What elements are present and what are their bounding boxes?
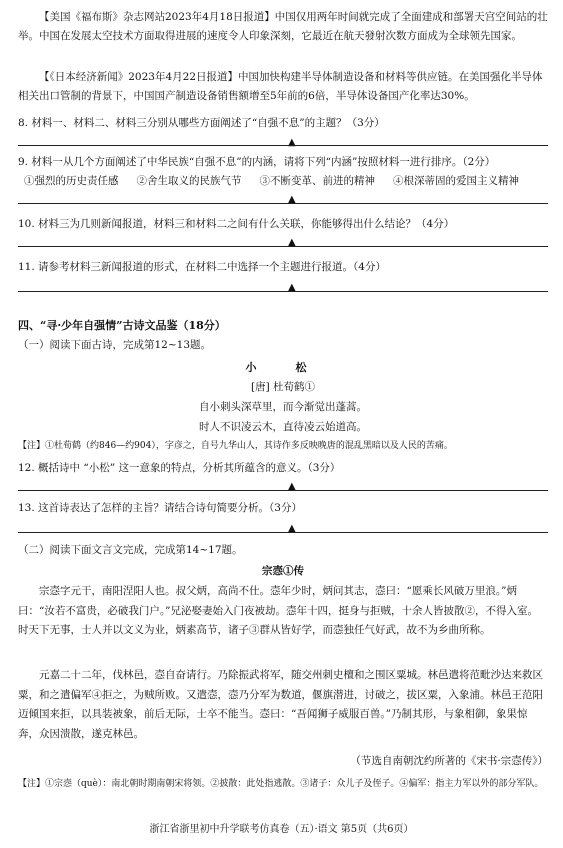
option-2: ②舍生取义的民族气节 (136, 175, 242, 187)
question-10: 10. 材料三为几则新闻报道，材料三和材料二之间有什么关联，你能够得出什么结论？（4分） (18, 218, 455, 230)
poem-author: [唐] 杜荀鹤① (250, 381, 316, 393)
answer-mark-8: ▲ (288, 137, 296, 148)
answer-line-9[interactable] (18, 203, 548, 204)
question-9-options (24, 172, 554, 191)
poem-line-1: 自小刺头深草里，而今渐觉出蓬蒿。 (199, 401, 367, 413)
answer-line-11[interactable] (18, 291, 548, 292)
prose-source: （节选自南朝沈约所著的《宋书·宗悫传》） (350, 755, 548, 767)
section-4-part-2: （二）阅读下面文言文完成，完成第14~17题。 (18, 544, 243, 556)
prose-note: 【注】①宗悫（què）：南北朝时期南朝宋将领。②披散：此处指逃散。③诸子：众儿子及侄子。④偏军：指主力军以外的部分军队。 (18, 779, 544, 789)
news-paragraph-2: 【《日本经济新闻》2023年4月22日报道】中国加快构建半导体制造设备和材料等供应链。在美国强化半导体相关出口管制的背景下，中国国产制造设备销售额增至5年前的6倍，半导体设备国产化率达30%。 (18, 71, 543, 102)
answer-line-10[interactable] (18, 246, 548, 247)
material-news-2 (18, 68, 548, 106)
question-12: 12. 概括诗中 “小松” 这一意象的特点，分析其所蕴含的意义。（3分） (18, 462, 341, 474)
option-1: ①强烈的历史责任感 (24, 175, 119, 187)
prose-paragraph-2 (18, 666, 548, 744)
material-news-1 (18, 8, 548, 46)
news-paragraph-1: 【美国《福布斯》杂志网站2023年4月18日报道】中国仅用两年时间就完成了全面建成和部署天宫空间站的壮举。中国在发展太空技术方面取得进展的速度令人印象深刻，它最近在航天發射次数方面成为全球领先国家。 (18, 11, 548, 42)
answer-mark-12: ▲ (288, 481, 296, 492)
option-4: ④根深蒂固的爱国主义精神 (393, 175, 519, 187)
section-4-heading: 四、“寻·少年自强情”古诗文品鉴（18分） (18, 319, 226, 332)
answer-line-8[interactable] (18, 145, 548, 146)
prose-title: 宗悫①传 (262, 565, 304, 577)
answer-line-13[interactable] (18, 532, 548, 533)
section-4-part-1: （一）阅读下面古诗，完成第12~13题。 (18, 339, 212, 351)
option-3: ③不断变革、前进的精神 (259, 175, 375, 187)
page-footer: 浙江省浙里初中升学联考仿真卷（五）·语文 第5页（共6页） (149, 824, 414, 835)
answer-mark-10: ▲ (288, 237, 296, 248)
question-11: 11. 请参考材料三新闻报道的形式，在材料二中选择一个主题进行报道。（4分） (18, 261, 386, 273)
answer-mark-9: ▲ (288, 194, 296, 205)
poem-line-2: 时人不识凌云木，直待凌云始道高。 (199, 421, 367, 433)
poem-note: 【注】①杜荀鹤（约846—约904），字彦之，自号九华山人，其诗作多反映晚唐的混乱黑暗以及人民的苦痛。 (18, 441, 453, 451)
poem-title: 小 松 (245, 361, 321, 374)
prose-text-2: 元嘉二十二年，伐林邑，悫自奋请行。乃除振武将军，随交州刺史檀和之围区粟城。林邑遣将范毗沙达来救区粟，和之遣偏军④拒之，为贼所败。又遣悫，悫乃分军为数道，偃旗潜进，讨破之，拔区粟，入象浦。林邑王范阳迈倾国来拒，以具装被象，前后无际，士卒不能当。悫曰：“吾闻狮子威服百兽。”乃制其形，与象相御，象果惊奔，众因溃散，遂克林邑。 (18, 669, 543, 740)
answer-mark-11: ▲ (288, 282, 296, 293)
answer-line-12[interactable] (18, 490, 548, 491)
prose-paragraph-1 (18, 582, 548, 641)
answer-mark-13: ▲ (288, 523, 296, 534)
prose-text-1: 宗悫字元干，南阳涅阳人也。叔父炳，高尚不仕。悫年少时，炳问其志，悫曰：“愿乘长风破万里浪。”炳曰：“汝若不富贵，必破我门户。”兄泌娶妻始入门夜被劫。悫年十四，挺身与拒贼，十余人皆披散②，不得入室。时天下无事，士人并以文义为业，炳素高节，诸子③群从皆好学，而悫独任气好武，故不为乡曲所称。 (18, 585, 538, 636)
question-13: 13. 这首诗表达了怎样的主旨？请结合诗句简要分析。（3分） (18, 502, 302, 514)
question-8: 8. 材料一、材料二、材料三分别从哪些方面阐述了“自强不息”的主题？（3分） (18, 117, 385, 129)
question-9: 9. 材料一从几个方面阐述了中华民族“自强不息”的内涵，请将下列“内涵”按照材料一进行排序。（2分） (18, 156, 496, 168)
